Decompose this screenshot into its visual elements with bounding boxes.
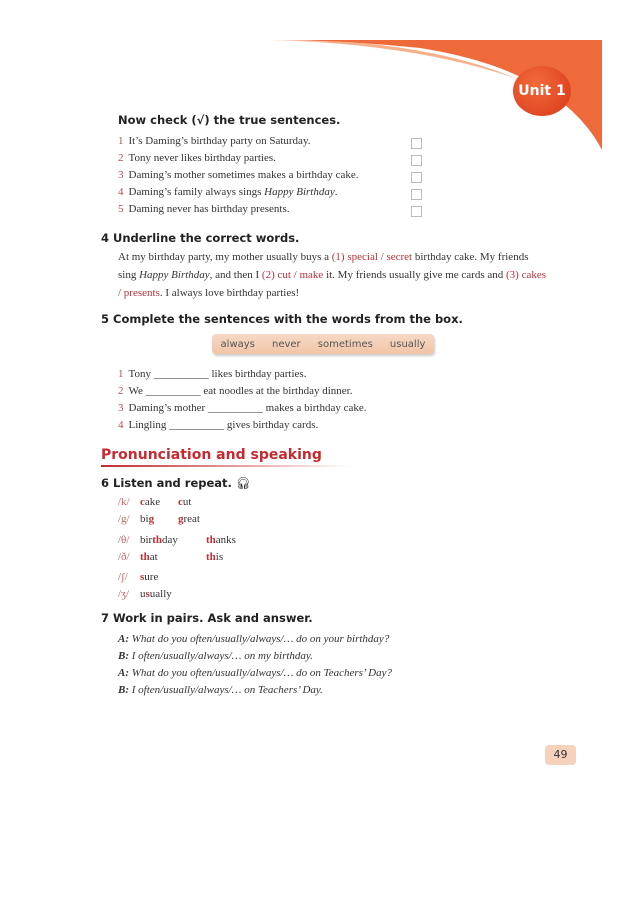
word: always — [220, 338, 255, 350]
choice-3[interactable]: (3) cakes / presents — [118, 269, 547, 299]
word — [206, 551, 272, 563]
highlighted-letters: g — [178, 513, 184, 525]
checkbox[interactable] — [411, 138, 422, 149]
letters: day — [162, 534, 178, 546]
letters: u — [140, 588, 146, 600]
exercise-4-title: 4 Underline the correct words. — [101, 231, 300, 245]
exercise-7-title: 7 Work in pairs. Ask and answer. — [101, 611, 313, 625]
sentence-item — [118, 385, 352, 397]
phonetic-row — [118, 496, 216, 508]
exercise-5-title: 5 Complete the sentences with the words from the box. — [101, 312, 463, 326]
dialogue-line — [118, 684, 323, 696]
word — [140, 513, 178, 525]
word: never — [272, 338, 301, 350]
checkbox[interactable] — [411, 172, 422, 183]
word-box — [212, 334, 434, 354]
item-number: 2 — [118, 385, 124, 397]
check-item — [118, 186, 337, 198]
checkbox[interactable] — [411, 189, 422, 200]
highlighted-letters: c — [140, 496, 145, 508]
dialogue-text: I often/usually/always/… on my birthday. — [129, 650, 313, 662]
letters: bi — [140, 513, 149, 525]
text: Lingling __________ gives birthday cards. — [128, 419, 319, 431]
headphones-icon[interactable]: 🎧︎ — [235, 476, 251, 490]
dialogue-text: I often/usually/always/… on Teachers’ Day. — [129, 684, 323, 696]
letters: at — [149, 551, 158, 563]
phonetic-symbol: /ʒ/ — [118, 588, 129, 600]
highlighted-letters: th — [206, 534, 216, 546]
text: Tony __________ likes birthday parties. — [128, 368, 307, 380]
dialogue-line — [118, 667, 392, 679]
letters: anks — [215, 534, 236, 546]
item-number: 1 — [118, 368, 124, 380]
check-item — [118, 135, 310, 147]
phonetic-symbol: /g/ — [118, 513, 130, 525]
item-number: 4 — [118, 419, 124, 431]
item-number: 2 — [118, 152, 124, 164]
word — [178, 496, 216, 508]
item-number: 4 — [118, 186, 124, 198]
highlighted-letters: th — [152, 534, 163, 546]
check-item — [118, 169, 359, 181]
word — [140, 496, 178, 508]
word: usually — [389, 338, 426, 350]
sentence-item — [118, 368, 306, 380]
item-number: 3 — [118, 402, 124, 414]
dialogue-text: What do you often/usually/always/… do on your birthday? — [129, 633, 390, 645]
word — [178, 513, 216, 525]
text: Daming’s mother sometimes makes a birthday cake. — [128, 169, 359, 181]
word — [206, 534, 272, 546]
sentence-item — [118, 419, 318, 431]
phonetic-symbol: /ð/ — [118, 551, 130, 563]
letters: reat — [183, 513, 200, 525]
text: Happy Birthday — [264, 186, 335, 198]
text: It’s Daming’s birthday party on Saturday. — [128, 135, 311, 147]
item-number: 5 — [118, 203, 124, 215]
exercise-6-title: 6 Listen and repeat. 🎧︎ — [101, 476, 251, 490]
phonetic-row — [118, 513, 216, 525]
letters: is — [215, 551, 224, 563]
section-underline — [101, 465, 351, 467]
exercise-4-paragraph: At my birthday party, my mother usually buys a (1) special / secret birthday cake. My friends sing Happy Birthday, and then I (2) cut / make it. My friends usually give me cards and (3) cakes / presents. I always love birthday parties! — [118, 251, 547, 299]
word — [140, 588, 178, 600]
checkbox[interactable] — [411, 155, 422, 166]
unit-badge: Unit 1 — [513, 66, 571, 116]
speaker: B: — [118, 684, 129, 696]
speaker: B: — [118, 650, 129, 662]
phonetic-row — [118, 571, 178, 583]
text: We __________ eat noodles at the birthday dinner. — [128, 385, 353, 397]
phonetic-symbol: /θ/ — [118, 534, 130, 546]
item-number: 3 — [118, 169, 124, 181]
phonetic-symbol: /ʃ/ — [118, 571, 128, 583]
check-title: Now check (√) the true sentences. — [118, 113, 341, 127]
letters: ut — [182, 496, 192, 508]
word — [140, 534, 206, 546]
check-item — [118, 203, 289, 215]
text: Tony never likes birthday parties. — [128, 152, 276, 164]
dialogue-line — [118, 650, 313, 662]
highlighted-letters: s — [145, 588, 150, 600]
dialogue-text: What do you often/usually/always/… do on Teachers’ Day? — [129, 667, 392, 679]
speaker: A: — [118, 667, 129, 679]
text: Daming’s family always sings — [128, 186, 265, 198]
phonetic-row — [118, 534, 272, 546]
letters: ake — [144, 496, 161, 508]
word — [140, 551, 206, 563]
letters: bir — [140, 534, 153, 546]
check-item — [118, 152, 276, 164]
highlighted-letters: th — [206, 551, 216, 563]
highlighted-letters: g — [148, 513, 155, 525]
phonetic-row — [118, 551, 272, 563]
speaker: A: — [118, 633, 129, 645]
word — [140, 571, 178, 583]
page-number: 49 — [545, 745, 576, 765]
highlighted-letters: s — [140, 571, 145, 583]
checkbox[interactable] — [411, 206, 422, 217]
highlighted-letters: th — [140, 551, 150, 563]
phonetic-row — [118, 588, 178, 600]
choice-1[interactable]: (1) special / secret — [331, 251, 413, 263]
text: Daming’s mother __________ makes a birthday cake. — [128, 402, 367, 414]
item-number: 1 — [118, 135, 124, 147]
letters: ually — [149, 588, 172, 600]
text: Daming never has birthday presents. — [128, 203, 290, 215]
section-heading: Pronunciation and speaking — [101, 447, 322, 463]
dialogue-line — [118, 633, 389, 645]
word: sometimes — [317, 338, 373, 350]
text: . — [334, 186, 338, 198]
phonetic-symbol: /k/ — [118, 496, 130, 508]
highlighted-letters: c — [178, 496, 183, 508]
choice-2[interactable]: (2) cut / make — [261, 269, 324, 281]
sentence-item — [118, 402, 366, 414]
letters: ure — [144, 571, 159, 583]
